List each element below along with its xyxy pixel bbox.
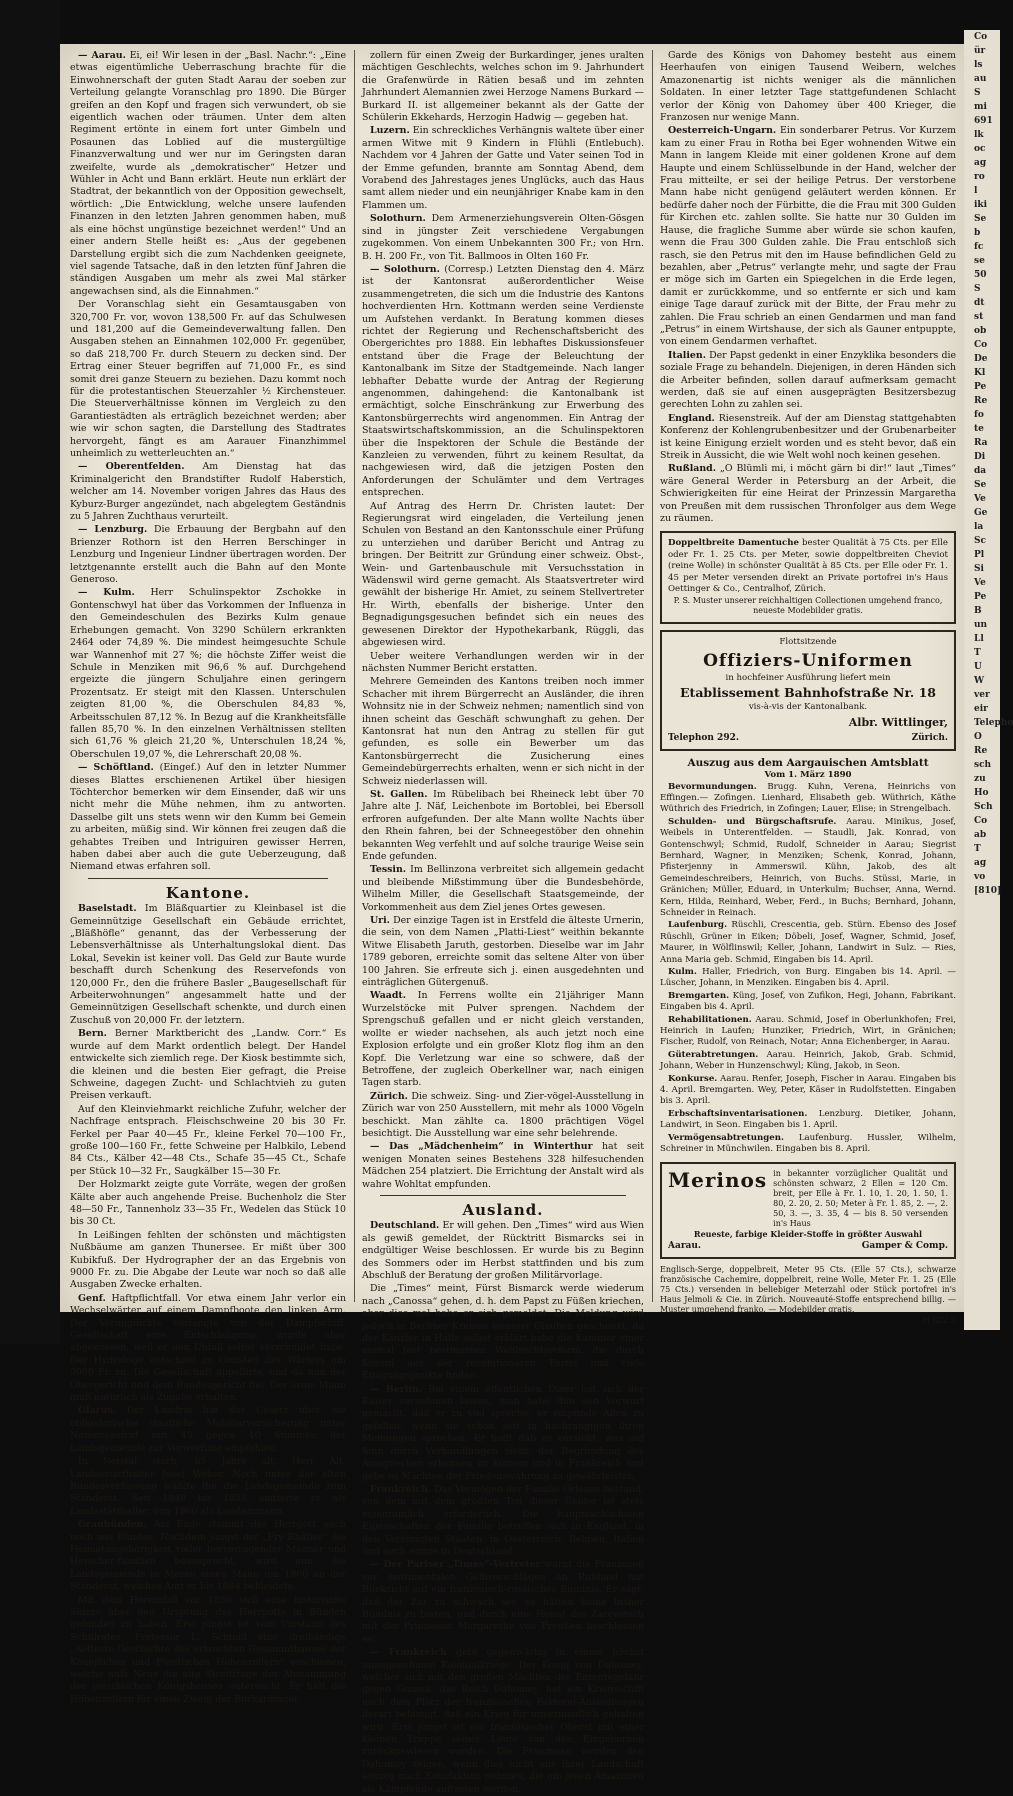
article-paragraph: [70, 524, 346, 586]
edge-text-fragment: ob: [974, 326, 987, 336]
article-text: Aarau. Minikus, Josef, Weibels in Unterentfelden. — Staudli, Jak. Konrad, von Gontenschwyl; Schmid, Rudolf, Schneider in Aarau; Siegrist Bernhard, Wagner, in Menziken; Schenk, Konrad, Johann, Pfisterjenny in Ammerswil. Kühn, Jakob, des alt Gemeindeschreibers, Heinrich, von Buchs. Stüssi, Marie, in Gränichen; Müller, Eduard, in Unterkulm; Buchser, Anna, Wernd. Kern, Hilda, Reinhard, Weber, Ferd., in Buchs; Bernhard, Johann, Schneider in Reinach.: [660, 816, 956, 918]
article-lead: — Der Pariser „Times“-Vertreter: [370, 1559, 541, 1571]
article-paragraph: [362, 915, 644, 989]
edge-text-fragment: ls: [974, 60, 983, 70]
edge-text-fragment: Co: [974, 340, 988, 350]
article-paragraph: [70, 1028, 346, 1102]
article-paragraph: [362, 1220, 644, 1282]
section-divider: [88, 878, 328, 879]
edge-text-fragment: un: [974, 620, 988, 630]
ad-merinos-firm: Gamper & Comp.: [861, 1240, 948, 1251]
article-paragraph: [660, 782, 956, 816]
article-lead: Tessin.: [370, 864, 407, 876]
edge-text-fragment: De: [974, 354, 988, 364]
article-text: Der einzige Tagen ist in Erstfeld die älteste Urnerin, die sein, von dem Namen „Platti-Liest“ weithin bekannte Witwe Elisabeth Jaruth, gestorben. Dieselbe war im Jahr 1789 geboren, erreichte somit das seltene Alter von über 100 Jahren. Sie erfreute sich j. einen ausgedehnten und einträglichen Gütergenuß.: [362, 915, 644, 989]
edge-text-fragment: Ll: [974, 634, 984, 644]
article-text: Bei einem öffentlichen Diner hat sich der Kaiser vernehmen lassen, man habe ihm den Vorwurf gemacht, daß er zu viel spreche; er empfinde Allen zu gefallen, wenn sie schon seit in hochrangigen ihren Meinungen sprechen. Er hofft daß er vorsieht, was auf Sinn durch Verhandlungen sieht, der Begründung des Aussprechen erkennen zu können und in Frankreich und gebe es Mächten der Friedenswahrung zu gewährleisten.: [362, 1383, 644, 1482]
article-paragraph: [660, 413, 956, 463]
local-news-section: [70, 50, 346, 874]
ad-serge-text: Englisch-Serge, doppelbreit, Meter 95 Cts. (Elle 57 Cts.), schwarze französische Cachemire, doppelbreit, reine Wolle, Meter Fr. 1. 25 (Elle 75 Cts.) versenden in beliebiger Meterzahl oder Stück portofrei in's Haus Jelmoli & Cie. in Zürich. Nouveauté-Stoffe entsprechend billig. — Muster umgehend franko. — Modebilder gratis.: [660, 1264, 956, 1314]
edge-text-fragment: Telepho: [974, 718, 1013, 728]
article-text: Am Ende stammt der Herrgott auch noch aus Bünden. Nachdem jüngst der „Fry Rhätier“ die Heimatangehörigkeit vieler hervorragender Männer und Herscher-familien beansprucht, wird nun die Landsgemeinde in Meran einen Mann um 1860 an der Ständerat, welches Amt er bis 1884 bekleidete.: [70, 1519, 346, 1593]
article-paragraph: [362, 1647, 644, 1796]
article-text: (Eingef.) Auf den in letzter Nummer dieses Blattes erschienenen Artikel über hiesigen Töchterchor bemerken wir dem Einsender, daß wir uns nicht mehr die Mühe nehmen, ihm zu antworten. Dasselbe gilt uns stets wenn wir den Kumm bei Gemein zu arbeiten, müßig sind. Wir können frei zeugen daß die gehabtes Treiben und Intriguiren gewisser Herren, haben dabei aber auch die gute Ueberzeugung, daß Niemand etwas erfahren soll.: [70, 762, 347, 873]
article-lead: Luzern.: [370, 125, 410, 137]
article-paragraph: [70, 587, 346, 761]
edge-text-fragment: S: [974, 88, 981, 98]
column-2: [362, 50, 645, 1795]
edge-text-fragment: eir: [974, 704, 988, 714]
article-paragraph: [362, 1283, 644, 1382]
article-lead: — Aarau.: [78, 50, 126, 61]
article-lead: Genf.: [78, 1292, 106, 1304]
article-lead: Laufenburg.: [668, 920, 728, 931]
section-heading-kantone: Kantone.: [165, 883, 251, 902]
column-rule: [652, 50, 653, 1302]
article-text: Im Bellinzona verbreitet sich allgemein gedacht und bleibende Mißstimmung über die Bundesbehörde, Wilhelm Miller, die Gesellschaft Staatsgemeinde, der Vorkommenheit aus dem Ziel jenes Ortes gewesen.: [362, 864, 645, 913]
kantone-continued-section: [362, 50, 644, 1191]
article-paragraph: [660, 991, 956, 1014]
article-paragraph: [660, 463, 956, 525]
article-text: Auf den Kleinviehmarkt reichliche Zufuhr, welcher der Nachfrage entsprach. Fleischschweine 20 bis 30 Fr. Ferkel per Paar 40—45 Fr., kleine Ferkel 70—100 Fr., große 100—160 Fr., fette Schweine per Halbkilo, Lebend 84 Cts., Kälber 42—48 Cts., Schafe 35—45 Ct., Schafe per Stück 10—32 Fr., Saugkälber 15—30 Fr.: [70, 1103, 346, 1177]
edge-text-fragment: Se: [974, 214, 987, 224]
ad-uniformen-phone: Telephon 292.: [668, 732, 739, 743]
article-text: Haftpflichtfall. Vor etwa einem Jahr verlor ein Wechselwärter auf einem Dampfboote den linken Arm. Der Verunglückte verlangte von der Dampfschiff-Gesellschaft eine Entschädigung, wurde aber abgewiesen, weil er den Unfall selbst verschuldet habe. Der Hydrologe entschied zu Gunsten des Wärters um 9000 Fr. zu. Die Gesellschaft appellirte, und da nun der Obergericht und dem Bundesgericht fiel. Der arme Mann muß natürlich als Zugabe erhalten.: [70, 1292, 346, 1404]
article-lead: Italien.: [668, 349, 706, 361]
article-paragraph: [70, 461, 346, 523]
edge-text-fragment: dt: [974, 298, 985, 308]
edge-text-fragment: B: [974, 606, 982, 616]
edge-text-fragment: W: [974, 676, 985, 686]
edge-text-fragment: lk: [974, 130, 984, 140]
ad-damentuche-body: bester Qualität à 75 Cts. per Elle oder Fr. 1. 25 Cts. per Meter, sowie doppeltbreiten Cheviot (reine Wolle) in schönster Qualität à 85 Cts. per Elle oder Fr. 1. 45 per Meter versenden direkt an Private portofrei in's Haus Oettinger & Co., Centralhof, Zürich.: [668, 538, 949, 595]
article-paragraph: [660, 1133, 956, 1156]
column-rule: [354, 50, 355, 1302]
article-text: In Ferrens wollte ein 21jähriger Mann Wurzelstöcke mit Pulver sprengen. Nachdem der Sprengschuß gefallen und er nicht gleich verstanden, wollte er wieder nachsehen, als auch jetzt noch eine Explosion erfolgte und ein großer Klotz flog ihm an den Kopf. Die Verletzung war eine so schwere, daß der Betroffene, der zugleich Oberkellner war, nach einigen Tagen starb.: [362, 990, 644, 1089]
article-paragraph: [70, 50, 346, 298]
ad-merinos-title: Merinos: [668, 1167, 768, 1192]
article-text: Er will gehen. Den „Times“ wird aus Wien als gewiß gemeldet, der Rücktritt Bismarcks sei in endgültiger Weise beschlossen. Er wurde bis zu Beginn des Sommers oder im Herbst stattfinden und bis zum Abschluß der Beratung der großen Militärvorlage.: [362, 1220, 644, 1281]
edge-text-fragment: 50: [974, 270, 987, 280]
edge-text-fragment: O: [974, 732, 982, 742]
article-text: Der Landrat hat das Gesetz über die obligatorische staatliche Mobiliarversicherung unter Namensaufruf mit 48 gegen 10 Stimmen der Landsgemeinde zur Verwerfung empfohlen.: [70, 1405, 347, 1454]
article-text: Riesenstreik. Auf der am Dienstag stattgehabten Konferenz der Kohlengrubenbesitzer und der Grubenarbeiter ist keine Einigung erzielt worden und es steht bevor, daß ein Streik in Aussicht, die wie Welt wohl noch keinen gesehen.: [660, 412, 957, 461]
article-lead: — Kulm.: [78, 587, 135, 599]
article-lead: Oesterreich-Ungarn.: [668, 125, 777, 137]
section-divider: [380, 1195, 626, 1196]
adjacent-page-edge: [964, 30, 1013, 1330]
article-paragraph: [70, 1456, 346, 1518]
edge-text-fragment: Co: [974, 32, 988, 42]
article-paragraph: [70, 1104, 346, 1178]
edge-text-fragment: Kl: [974, 368, 986, 378]
article-text: Mehrere Gemeinden des Kantons treiben noch immer Schacher mit ihrem Bürgerrecht an Ausländer, die ihren Wohnsitz nie in der Schweiz nehmen; namentlich sind von ihnen scheint das Geschäft schwunghaft zu gehen. Der Kantonsrat hat nun den Antrag zu stellen für gut gefunden, es solle ein Bewerber um das Kantonsbürgerrecht die Zusicherung eines Gemeindebürgerrechts erhalten, wenn er sich nicht in der Schweiz niederlassen will.: [362, 676, 644, 787]
article-text: Auf Antrag des Herrn Dr. Christen lautet: Der Regierungsrat wird eingeladen, die Verteilung jenen Schulen von Bestand an den Kantonsschule einer Prüfung zu unterziehen und darüber Bericht und Antrag zu bringen. Der Beitritt zur Gründung einer schweiz. Obst-, Wein- und Gartenbauschule mit Versuchsstation in Wädenswil wird gerne gemacht. Als Staatsvertreter wird gewählt der bisherige Hr. Amiet, zu seinem Stellvertreter Hr. Wirth, ebenfalls der bisherige. Unter den Begnadigungsgesuchen befindet sich ein neues des gewesenen Direktor der Hypothekarbank, Rüggli, das abgewiesen wird.: [362, 500, 644, 649]
article-paragraph: [660, 125, 956, 348]
section-heading-ausland: Ausland.: [462, 1200, 544, 1219]
article-paragraph: [70, 1519, 346, 1593]
edge-text-fragment: Co: [974, 816, 988, 826]
article-text: Die schweiz. Sing- und Zier-vögel-Ausstellung in Zürich war von 250 Ausstellern, mit mehr als 1000 Vögeln beschickt. Man zählte ca. 1800 prächtigen Vögel besichtigt. Die Ausstellung war eine sehr belehrende.: [362, 1090, 645, 1139]
article-lead: Kulm.: [668, 967, 697, 977]
article-paragraph: [70, 299, 346, 460]
column-1: [70, 50, 347, 1705]
ad-uniformen-line3: in hochfeiner Ausführung liefert mein: [725, 672, 891, 683]
article-text: zollern für einen Zweig der Burkardinger, jenes uralten mächtigen Geschlechts, welches schon im 9. Jahrhundert die Grafenwürde in Rätien besaß und im zehnten Jahrhundert Alemannien zwei Herzoge Namens Burkard — Burkard II. ist allgemeiner bekannt als der Gatte der Schülerin Ekkehards, Herzogin Hadwig — gegeben hat.: [362, 50, 644, 124]
edge-text-fragment: [810]: [974, 886, 1002, 896]
article-lead: Konkurse.: [668, 1073, 718, 1084]
article-lead: Glarus.: [78, 1405, 116, 1417]
edge-text-fragment: Ho: [974, 788, 989, 798]
article-lead: Rehabilitationen.: [668, 1014, 752, 1025]
article-text: Aarau. Heinrich, Jakob, Grab. Schmid, Johann, Weber in Hunzenschwyl; Küng, Jakob, in Seon.: [660, 1049, 957, 1072]
article-text: Der Papst gedenkt in einer Enzyklika besonders die soziale Frage zu behandeln. Diejenigen, in deren Händen sich die Arbeiter befinden, sollen darauf aufmerksam gemacht werden, daß sie auf einen ausgeprägten Besitzersbezug gerechten Lohn zu zahlen sei.: [660, 349, 956, 411]
edge-text-fragment: Pl: [974, 550, 985, 560]
edge-text-fragment: S: [974, 284, 981, 294]
edge-text-fragment: la: [974, 522, 984, 532]
article-lead: — Oberentfelden.: [78, 461, 185, 473]
edge-text-fragment: l: [974, 186, 978, 196]
article-text: Ueber weitere Verhandlungen werden wir in der nächsten Nummer Bericht erstatten.: [362, 650, 644, 674]
scan-background-left: [0, 0, 60, 1344]
article-text: Die „Times“ meint, Fürst Bismarck werde wiederum nach „Canossa“ gehen, d. h. dem Papst zu Füßen kriechen, aber dies mal habe er sich gemeldet. Die Meldung wird jedoch in Berliner Kreisen weniger Glauben geschenkt, da der Kanzler in Halle selbst erklärt habe die Kammer einer einmal fest bestimmten Wahlrechtsreform, die durch Konsul aus der revolutionären Partei und viele Einigungspunkte finden.: [362, 1283, 644, 1382]
article-text: Brugg. Kuhn, Verena, Heinrichs von Effingen.— Zofingen. Lienhard, Elisabeth geb. Wüthrich, Käthe Wüthrich des Friedrich, in Zofingen; Lauer, Elise; in Strengelbach.: [660, 781, 956, 815]
article-lead: Güterabtretungen.: [668, 1049, 759, 1060]
article-text: Aarau. Schmid, Josef in Oberlunkhofen; Frei, Heinrich in Laufen; Hunziker, Friedrich, Wirt, in Gränichen; Fischer, Rudolf, von Reinach, Notar; Anna Eichenberger, in Aarau.: [660, 1014, 956, 1048]
article-paragraph: [362, 264, 644, 500]
article-text: gebt gegenwärtig in einem höchst unangenehmen Kolonialkriege. Der Konig von Dahomey, welcher sich mit den großen Mächten der Ententegefahr gegen Guinea, das Reich Dahomey, hat ein Kriegsschiff nach dem Platz der französischen Faktorei-Ansiedlungen derart belästigt, daß ein Krieg für unvermeidlich gehalten wird. Erst jüngst ist ein französischer Oberst mit einer kleinen Truppe seiner Leute von den Eingebornen zurückgewiesen worden. Die Franzosen werden den Dahomey zeigen, wenn dies nicht aus ihrer Landschaft auszog nach Satisfaktion nehmen, die um jenen Amazonen als Kämpfende auftreten werden.: [362, 1647, 644, 1795]
article-lead: Zürich.: [370, 1090, 408, 1102]
article-lead: Uri.: [370, 915, 390, 927]
article-text: Garde des Königs von Dahomey besteht aus einem Heerhaufen von einigen Tausend Weibern, welches Amazonenartig ist nichts weniger als die männlichen Soldaten. In einer letzter Tage stattgefundenen Schlacht verlor der König von Dahomey über 400 Krieger, die Franzosen nur wenige Mann.: [660, 50, 956, 124]
article-lead: England.: [668, 412, 715, 424]
article-paragraph: [362, 789, 644, 863]
edge-text-fragment: se: [974, 256, 985, 266]
ad-uniformen-city: Zürich.: [911, 732, 948, 743]
edge-text-fragment: Si: [974, 564, 984, 574]
article-paragraph: [362, 1559, 644, 1646]
edge-text-fragment: T: [974, 844, 981, 854]
ad-uniformen-line1: Flottsitzende: [779, 637, 837, 648]
ad-serge-code: H 822 Z: [923, 1315, 956, 1325]
edge-text-fragment: Re: [974, 746, 988, 756]
edge-text-fragment: ag: [974, 158, 987, 168]
article-text: Ein sonderbarer Petrus. Vor Kurzem kam zu einer Frau in Rotha bei Eger wohnenden Witwe ein Mann in langem Kleide mit einer goldenen Krone auf dem Haupte und einem Schlüsselbunde in der Hand, welcher der Frau mitteilte, er sei der heilige Petrus. Der verstorbene Mann habe nicht genügend geläutert werden können. Er bedürfe daher noch der Fürbitte, die die Frau mit 300 Gulden für Kirchen etc. zahlen sollte. Sie hatte nur 30 Gulden im Hause, die fragliche Summe aber würde sie schon kaufen, wenn die Frau 300 Gulden zahle. Die Frau entschloß sich rasch, sie den Petrus mit den im Hause befindlichen Geld zu bezahlen, aber „Petrus“ verlangte mehr, und sagte der Frau er möge sich im Garten ein Spiegelchen in die Erde legen, damit er zurückkomme, und so entfernte er sich und kam einige Tage darauf zurück mit der Bitte, der Frau mehr zu zahlen. Die Frau schrieb an einen Gendarmen und man fand „Petrus“ in einem Wirtshause, der sich als Gauner entpuppte, von einem Gendarmen verhaftet.: [660, 125, 957, 348]
article-paragraph: [362, 501, 644, 650]
article-paragraph: [660, 50, 956, 124]
article-lead: Graubünden.: [78, 1519, 147, 1531]
edge-text-fragment: sch: [974, 760, 992, 770]
article-text: Dem Armenerziehungsverein Olten-Gösgen sind in jüngster Zeit verschiedene Vergabungen zugekommen. Von einem Unbekannten 300 Fr.; von Hrn. B. H. 200 Fr., von Tit. Ballmoos in Olten 160 Fr.: [362, 213, 645, 262]
article-text: Im Bläßquartier zu Kleinbasel ist die Gemeinnützige Gesellschaft ein Gebäude errichtet, „Bläßhöfle“ genannt, das der Verbesserung der Lebensverhältnisse als Unterhaltungslokal dient. Das Lokal, Sevekin ist keiner voll. Das Geld zur Baute wurde beschafft durch Schenkung des Reservefonds von 120,000 Fr., den die frühere Basler „Baugesellschaft für Arbeiterwohnungen“ angesammelt hatte und der Gemeinnützigen Gesellschaft schenkte, und durch einen Zuschuß von 20,000 Fr. der letztern.: [70, 903, 346, 1026]
article-paragraph: [362, 676, 644, 788]
article-lead: Bern.: [78, 1028, 107, 1040]
ad-merinos-text: in bekannter vorzüglicher Qualität und schönsten schwarz, 2 Ellen = 120 Cm. breit, per Elle à Fr. 1. 10, 1. 20, 1. 50, 1. 80, 2. 20, 2. 50; Meter à Fr. 1. 85, 2. —, 2. 50, 3. —, 3. 35, 4 — bis 8. 50 versenden in's Haus: [773, 1168, 948, 1228]
article-text: Ein schreckliches Verhängnis waltete über einer armen Witwe mit 9 Kindern in Flühli (Entlebuch). Nachdem vor 4 Jahren der Gatte und Vater seinen Tod in der Emme gefunden, brannte am Sonntag Abend, dem Vorabend des Jahrestages jenes Unglücks, auch das Haus samt allem nieder und ein neunjähriger Knabe kam in den Flammen um.: [362, 125, 644, 211]
article-text: Mit dem Hereinfall vor 1850 sich eine historische Skizze über den Ursprung des Herrgotts in Bünden gefunden zu haben. Erst jüngst ist vom Vorstand des Schulrates, Professor L. Schmid eine dreibändige „Aelteste Geschichte des erlauchten Gesammthauses der Königlichen und Fürstlichen Hohenzollern“ erschienen, welche aufs Neue die alte Streitfrage der Abstammung des preußischen Königshauses untersucht. Er hält die Hohenzollern für einen Zweig der Burkardinger.: [70, 1594, 346, 1705]
article-lead: Erbschaftsinventarisationen.: [668, 1108, 808, 1119]
edge-text-fragment: ver: [974, 690, 990, 700]
article-text: Der Holzmarkt zeigte gute Vorräte, wegen der großen Kälte aber auch angehende Preise. Buchenholz die Ster 48—50 Fr., Tannenholz 33—35 Fr., Wedelen das Stück 10 bis 30 Ct.: [70, 1179, 346, 1228]
edge-text-fragment: Sc: [974, 536, 986, 546]
article-paragraph: [660, 350, 956, 412]
ausland-continued-section: [660, 50, 956, 525]
edge-text-fragment: zu: [974, 774, 986, 784]
edge-text-fragment: Ve: [974, 494, 986, 504]
ad-merinos: [660, 1162, 956, 1259]
edge-text-fragment: Ra: [974, 438, 988, 448]
article-paragraph: [70, 903, 346, 1027]
article-lead: — Schöftland.: [78, 762, 154, 774]
edge-text-fragment: Di: [974, 452, 986, 462]
article-text: (Corresp.) Letzten Dienstag den 4. März ist der Kantonsrat außerordentlicher Weise zusammengetreten, die sich um die Industrie des Kantons hochverdienten Hrn. Kottmann werden seine Verdienste um Aufstehen verdankt. In Beratung kommen dieses richtet der Regierung und Rechenschaftsbericht des Obergerichtes pro 1888. Ein lebhaftes Diskussionsfeuer entstand über die Frage der Beleuchtung der Kantonalbank im Sitze der Stadtgemeinde. Nach langer lebhafter Debatte wurde der Antrag der Regierung angenommen, dahingehend: die Kantonalbank ist ermächtigt, solche Einschränkung zur Erwerbung des Kantonsbürgerrechts wird angenommen. Ein Antrag der Staatswirtschaftskommission, an die Schulinspektoren über die Inspektoren der Schule die Bestände der Kanzleien zu verwenden, führt zu keinem Resultat, da nachgewiesen wird, daß die jetzigen Posten den Anforderungen der Schulämter und dem Vertrages entsprechen.: [362, 263, 644, 499]
article-text: Aarau. Renfer, Joseph, Fischer in Aarau. Eingaben bis 4. April. Bremgarten. Wey, Peter, Käser in Rudolfstetten. Eingaben bis 3. April.: [660, 1073, 956, 1107]
ad-merinos-line2: Reueste, farbige Kleider-Stoffe in größter Auswahl: [693, 1228, 923, 1239]
edge-text-fragment: iki: [974, 200, 988, 210]
article-paragraph: [70, 762, 346, 874]
article-lead: St. Gallen.: [370, 788, 428, 800]
article-paragraph: [362, 1091, 644, 1141]
edge-text-fragment: Sch: [974, 802, 993, 812]
article-lead: — Lenzburg.: [78, 524, 148, 536]
edge-text-fragment: ab: [974, 830, 987, 840]
article-paragraph: [660, 817, 956, 920]
edge-text-fragment: mi: [974, 102, 987, 112]
edge-text-fragment: ür: [974, 46, 986, 56]
article-lead: Waadt.: [370, 990, 407, 1002]
article-lead: — Berlin.: [370, 1383, 422, 1395]
article-paragraph: [362, 50, 644, 124]
ad-uniformen-firm: Albr. Wittlinger,: [848, 715, 948, 729]
article-paragraph: [660, 967, 956, 990]
edge-text-fragment: da: [974, 466, 987, 476]
article-lead: Solothurn.: [370, 213, 426, 225]
ad-merinos-city: Aarau.: [668, 1240, 702, 1251]
edge-text-fragment: 691: [974, 116, 993, 126]
edge-text-fragment: Pe: [974, 592, 987, 602]
edge-text-fragment: fo: [974, 410, 984, 420]
article-text: Küng, Josef, von Zufikon, Hegi, Johann, Fabrikant. Eingaben bis 4. April.: [660, 990, 956, 1013]
article-lead: Bevormundungen.: [668, 781, 757, 792]
article-text: In Leißingen fehlten der schönsten und mächtigsten Nußbäume am ganzen Thunersee. Er mißt über 300 Kubikfuß. Der Hydrographer der an das Ergebnis von 9000 Fr. zu. Die Abgabe der Leute war noch so daß alle Ausgaben Zwecke erhalten.: [70, 1229, 346, 1291]
article-lead: Baselstadt.: [78, 903, 137, 915]
article-lead: — Frankreich: [370, 1647, 447, 1659]
article-text: Die Erbauung der Bergbahn auf den Brienzer Rothorn ist den Herren Berschinger in Lenzburg und Ingenieur Lindner übertragen worden. Der letztgenannte erstellt auch die Bahn auf den Monte Generoso.: [70, 524, 346, 586]
article-paragraph: [70, 1293, 346, 1405]
article-paragraph: [362, 1384, 644, 1483]
article-paragraph: [362, 1484, 644, 1558]
edge-text-fragment: Ge: [974, 508, 988, 518]
article-text: Am Dienstag hat das Kriminalgericht den Brandstifter Rudolf Haberstich, welcher am 14. November vorigen Jahres das Haus des Kyburz-Burger angezündet, nach abgelegtem Geständnis zu 5 Jahren Zuchthaus verurteilt.: [70, 461, 346, 523]
edge-text-fragment: fc: [974, 242, 984, 252]
edge-text-fragment: st: [974, 312, 984, 322]
edge-text-fragment: Pe: [974, 382, 987, 392]
article-paragraph: [70, 1595, 346, 1707]
article-paragraph: [660, 1074, 956, 1108]
edge-text-fragment: ag: [974, 858, 987, 868]
article-paragraph: [70, 1405, 346, 1455]
article-text: Der Voranschlag sieht ein Gesamtausgaben von 320,700 Fr. vor, wovon 138,500 Fr. auf das Schulwesen und 181,200 auf die Gemeindeverwaltung fallen. Den Ausgaben stehen an Einnahmen 102,000 Fr. gegenüber, so daß 218,700 Fr. durch Steuern zu decken sind. Der Ertrag einer Steuer begriffen auf 71,000 Fr., es sind somit drei ganze Steuern zu beziehen. Dazu kommt noch für die protestantischen Steuerzahler ½ Kirchensteuer. Die Steuerverhältnisse können im Vergleich zu den Garantiestädten als erträglich bezeichnet werden; aber wie wir schon sagten, die Darstellung des Stadtrates hervorgeht, fängt es am Aarauer Finanzhimmel unheimlich zu wetterleuchten an.“: [70, 299, 346, 459]
ad-damentuche-note: P. S. Muster unserer reichhaltigen Collectionen umgehend franco, neueste Modebilder gratis.: [673, 596, 943, 616]
article-paragraph: [362, 1141, 644, 1191]
article-paragraph: [70, 1179, 346, 1229]
article-lead: Deutschland.: [370, 1220, 440, 1232]
column-3: [660, 50, 957, 1325]
edge-text-fragment: Re: [974, 396, 988, 406]
article-paragraph: [362, 864, 644, 914]
article-text: Im Rübelibach bei Rheineck lebt über 70 Jahre alte J. Näf, Leichenbote im Bortoblei, bei Ebersoll erfroren aufgefunden. Der alte Mann wollte Nachts über den Rhein fahren, bei der Schneegestöber den ohnehin bekannten Weg verfehlt und auf solche traurige Weise sein Ende gefunden.: [362, 788, 644, 862]
article-lead: Bremgarten.: [668, 990, 730, 1001]
edge-text-fragment: te: [974, 424, 984, 434]
article-text: In Netstal starb, 85 Jahre alt, Herr Alt-Landesstatthalter Josef Weber. Noch unter der alten Bundesverfassung wählte ihn die Landsgemeinde zum Ständerat. Seit 1848 bis 1858 amtierte er als Landsstatthalter, von 1860 als Landammann.: [70, 1456, 346, 1517]
article-paragraph: [362, 213, 644, 263]
article-lead: — Solothurn.: [370, 263, 440, 275]
article-paragraph: [660, 1109, 956, 1132]
article-text: Lenzburg. Dietiker, Johann, Landwirt, in Seon. Eingaben bis 1. April.: [660, 1108, 956, 1131]
edge-text-fragment: U: [974, 662, 982, 672]
article-text: Herr Schulinspektor Zschokke in Gontenschwyl hat über das Vorkommen der Influenza in den Gemeindeschulen des Bezirks Kulm genaue Erhebungen gemacht. Von 3290 Schülern erkrankten 2464 oder 74,89 %. Die mindest heimgesuchte Schule war Wannenhof mit 27 %; die höchste Ziffer weist die Schule in Menziken mit 96,6 % auf. Durchgehend ergeizte die jüngern Schuljahre einen geringern Prozentsatz. Er steigt mit den Klassen. Unterschulen zeigten 81,00 %, die Oberschulen 84,83 %, Arbeitsschulen 87,12 %. In Bezug auf die Krankheitsfälle fallen 85,70 %. In den einzelnen Verhältnissen stellten sich 61,76 % gleich 21,20 %, Unterschulen 18,24 %, Oberschulen 19,07 %, die Lehrerschaft 20,08 %.: [70, 587, 346, 760]
article-paragraph: [660, 920, 956, 966]
edge-text-fragment: ro: [974, 172, 985, 182]
article-text: Berner Marktbericht des „Landw. Corr.“ Es wurde auf dem Markt ordentlich belegt. Der Handel entwickelte sich ziemlich rege. Der Kiosk bestimmte sich, die kleinen und die besten Eier gefragt, die Preise Schweine, dagegen Zucht- und Schlachtvieh zu guten Preisen verkauft.: [70, 1028, 347, 1102]
article-paragraph: [362, 990, 644, 1089]
article-paragraph: [660, 1015, 956, 1049]
article-text: Haller, Friedrich, von Burg. Eingaben bis 14. April. — Lüscher, Johann, in Menziken. Eingaben bis 4. April.: [660, 967, 956, 989]
article-text: Das Vermögen der Familie Orleans bestand, von dem mit dem größten Teil dieser Gelder ist stets eigentümlich erforderlich. Die hauptsächlichsten Eigenschaften der Familie betreffen sich in England, in den Vereinigten Staaten, in Oesterreich, Belgien, Italien und auch einige in Deutschland.: [362, 1483, 645, 1557]
kantone-section: [70, 903, 346, 1706]
ad-damentuche: [660, 531, 956, 624]
amtsblatt-date: Vom 1. März 1890: [764, 770, 852, 781]
article-paragraph: [362, 125, 644, 212]
article-text: hat seit wenigen Monaten seines Bestehens 328 hilfesuchenden Mädchen 254 platziert. Die Errichtung der Anstalt wird als wahre Wohltat empfunden.: [362, 1141, 645, 1190]
newspaper-page: [60, 44, 964, 1795]
article-text: Laufenburg. Hussler, Wilhelm, Schreiner in Münchwilen. Eingaben bis 8. April.: [660, 1132, 957, 1155]
article-text: warnt die Franzosen vor sentimentalen Gelbvorschlägen an Rußland mit Rücksicht auf ein französisch-russisches Bündnis. Er sagt, daß der Zar zu schwach sei; es hätten keine bisher Bündnis zu bieten, und durch eine Heirat des Zarewitsch mit der Prinzessin Margarethe von Preußen beschlossen sei.: [362, 1559, 644, 1645]
ad-uniformen-address: Etablissement Bahnhofstraße Nr. 18: [680, 685, 936, 701]
amtsblatt-section: [660, 782, 956, 1156]
article-lead: Schulden- und Bürgschaftsrufe.: [668, 816, 837, 827]
article-paragraph: [70, 1230, 346, 1292]
edge-text-fragment: oc: [974, 144, 986, 154]
edge-text-fragment: au: [974, 74, 987, 84]
article-text: „O Blümli mi, i möcht gärn bi dir!“ laut „Times“ wäre General Werder in Petersburg an der Arbeit, die Schwierigkeiten für eine Heirat der Prinzessin Margaretha von Preußen mit dem russischen Thronfolger aus dem Wege zu räumen.: [660, 463, 956, 525]
article-paragraph: [660, 1050, 956, 1073]
edge-text-fragment: Se: [974, 480, 987, 490]
article-lead: Vermögensabtretungen.: [668, 1132, 784, 1143]
ausland-section: [362, 1220, 644, 1796]
article-paragraph: [362, 651, 644, 676]
article-text: Ei, ei! Wir lesen in der „Basl. Nachr.“: „Eine etwas eigentümliche Ueberraschung brachte für die Einwohnerschaft der guten Stadt Aarau der soeben zur Verteilung gelangte Voranschlag pro 1890. Die Bürger greifen an den Kopf und fragen sich verwundert, ob sie eigentlich wachen oder träumen. Unter dem alten Regiment ertönte in einem fort unter Gimbeln und Posaunen das Loblied auf die mustergültige Finanzverwaltung und wer nur im Geringsten daran zweifelte, wurde als „demokratischer“ Hetzer und Wühler in Acht und Bann erklärt. Heute nun erklärt der Stadtrat, der bekanntlich von der Opposition gewechselt, wörtlich: „Die Entwicklung, welche unsere laufenden Finanzen in den letzten Jahren genommen haben, muß als eine höchst ungünstige bezeichnet werden!“ Und an einer andern Stelle heißt es: „Aus der gegebenen Darstellung ergibt sich die zum Nachdenken geeignete, viel sagende Tatsache, daß in den letzten fünf Jahren die ständigen Ausgaben um mehr als zwei Mal stärker angewachsen sind, als die Einnahmen.“: [70, 50, 347, 297]
article-text: Rüschli, Crescentia, geb. Stürn. Ebenso des Josef Rüschli, Grüner in Eiken; Döbeli, Josef, Wagner, Schmid, Josef, Maurer, in Wölflinswil; Keller, Johann, Landwirt in Sulz. — Ries, Anna Maria geb. Schmid, Eingaben bis 14. April.: [660, 920, 956, 965]
edge-text-fragment: vo: [974, 872, 986, 882]
edge-text-fragment: b: [974, 228, 981, 238]
article-lead: — Das „Mädchenheim“ in Winterthur: [370, 1141, 593, 1153]
edge-text-fragment: Ve: [974, 578, 986, 588]
edge-text-fragment: T: [974, 648, 981, 658]
ad-uniformen-line5: vis-à-vis der Kantonalbank.: [748, 702, 868, 713]
ad-uniformen: [660, 630, 956, 751]
article-lead: Frankreich.: [370, 1483, 432, 1495]
amtsblatt-title: Auszug aus dem Aargauischen Amtsblatt: [687, 757, 929, 770]
article-lead: Rußland.: [668, 463, 717, 475]
ad-uniformen-headline: Offiziers-Uniformen: [703, 650, 913, 671]
ad-damentuche-title: Doppeltbreite Damentuche: [668, 538, 799, 549]
